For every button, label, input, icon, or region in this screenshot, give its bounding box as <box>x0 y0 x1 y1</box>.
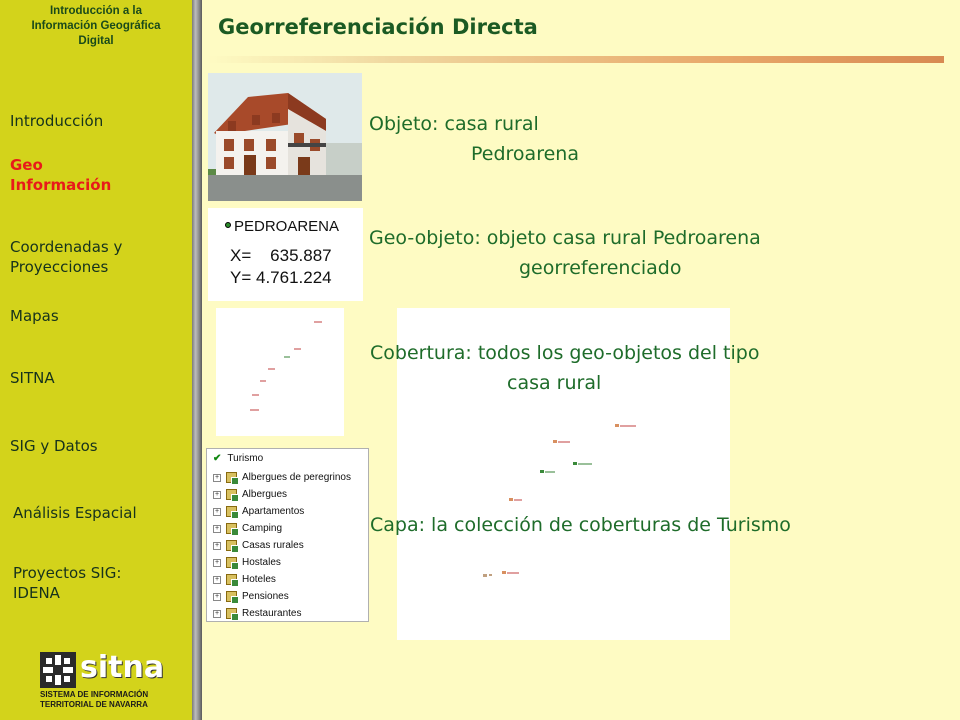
map-point-label <box>558 441 570 443</box>
map-point <box>509 498 513 501</box>
layer-tree-item-label: Camping <box>242 523 283 534</box>
layer-tree-item-label: Casas rurales <box>242 540 304 551</box>
sidebar-item-label: Información <box>10 176 112 194</box>
layer-tree-item-label: Hostales <box>242 557 281 568</box>
map-point <box>483 574 487 577</box>
map-point-label <box>514 499 522 501</box>
layer-icon <box>226 574 237 585</box>
coordinate-x: X= 635.887 <box>230 246 332 265</box>
sidebar <box>0 0 192 720</box>
house-photo <box>208 73 362 201</box>
map-point-label <box>620 425 636 427</box>
sidebar-item-label: Proyecciones <box>10 258 109 276</box>
layer-tree-item-label: Restaurantes <box>242 608 302 619</box>
app-title-line: Digital <box>78 35 114 47</box>
house-illustration <box>208 73 362 201</box>
sidebar-item-label: Coordenadas y <box>10 238 123 256</box>
layer-icon <box>226 557 237 568</box>
app-title <box>0 4 192 49</box>
sidebar-item-label: SITNA <box>10 369 55 387</box>
logo-subtitle: SISTEMA DE INFORMACIÓN <box>40 690 149 699</box>
map-point <box>260 380 266 382</box>
sidebar-item-proyectos-sig[interactable] <box>13 563 121 603</box>
expand-icon[interactable]: + <box>214 507 220 515</box>
layer-tree-item[interactable] <box>213 571 276 588</box>
map-point <box>502 571 506 574</box>
map-point <box>615 424 619 427</box>
expand-icon[interactable]: + <box>214 490 220 498</box>
layer-icon <box>226 608 237 619</box>
layer-tree-item[interactable] <box>213 537 304 554</box>
map-point <box>268 368 275 370</box>
expand-icon[interactable]: + <box>214 541 220 549</box>
map-point-label <box>578 463 592 465</box>
layer-tree <box>206 448 369 622</box>
layer-icon <box>226 506 237 517</box>
map-point <box>252 394 259 396</box>
map-point-label <box>507 572 519 574</box>
logo-subtitle: TERRITORIAL DE NAVARRA <box>40 700 148 709</box>
map-point-label <box>545 471 555 473</box>
layer-icon <box>226 472 237 483</box>
layer-tree-item[interactable] <box>213 588 289 605</box>
geo-objeto-line: Geo-objeto: objeto casa rural Pedroarena <box>369 227 761 249</box>
layer-tree-item-label: Apartamentos <box>242 506 305 517</box>
sidebar-divider <box>192 0 202 720</box>
sidebar-item-label: Mapas <box>10 307 59 325</box>
layer-tree-item-label: Hoteles <box>242 574 276 585</box>
geo-object-name: PEDROARENA <box>234 218 340 235</box>
objeto-text <box>369 109 579 169</box>
layer-icon <box>226 591 237 602</box>
sidebar-item-sitna[interactable] <box>10 368 55 388</box>
layer-tree-item[interactable] <box>213 469 351 486</box>
app-title-line: Información Geográfica <box>31 20 161 32</box>
layer-tree-item[interactable] <box>213 486 287 503</box>
sitna-emblem-icon <box>40 652 76 688</box>
layer-tree-root[interactable] <box>213 453 263 464</box>
layer-icon <box>226 540 237 551</box>
coordinate-y: Y= 4.761.224 <box>230 268 332 287</box>
point-marker-icon <box>225 222 231 228</box>
layer-tree-root-label: Turismo <box>227 453 264 464</box>
sidebar-item-sig-y-datos[interactable] <box>10 436 98 456</box>
cobertura-line: casa rural <box>507 372 602 394</box>
map-point <box>573 462 577 465</box>
sidebar-item-label: Proyectos SIG: <box>13 564 122 582</box>
app-title-line: Introducción a la <box>49 5 142 17</box>
layer-tree-item[interactable] <box>213 554 281 571</box>
geo-objeto-text <box>369 223 761 283</box>
layer-tree-item-label: Pensiones <box>242 591 289 602</box>
expand-icon[interactable]: + <box>214 524 220 532</box>
layer-tree-item[interactable] <box>213 605 301 622</box>
sidebar-item-label: Introducción <box>10 112 104 130</box>
geo-object-label <box>208 208 363 301</box>
layer-icon <box>226 523 237 534</box>
layer-tree-item-label: Albergues <box>242 489 288 500</box>
expand-icon[interactable]: + <box>214 575 220 583</box>
cobertura-line: Cobertura: todos los geo-objetos del tipo <box>370 342 760 364</box>
map-point-label <box>489 574 492 576</box>
page-title: Georreferenciación Directa <box>218 15 538 39</box>
capa-text <box>370 510 791 540</box>
cobertura-text <box>370 338 759 398</box>
expand-icon[interactable]: + <box>214 558 220 566</box>
objeto-line: Objeto: casa rural <box>369 113 539 135</box>
sitna-logo <box>40 650 170 714</box>
sidebar-item-mapas[interactable] <box>10 306 59 326</box>
geo-objeto-line: georreferenciado <box>519 257 682 279</box>
map-point <box>540 470 544 473</box>
map-point <box>250 409 259 411</box>
map-point <box>553 440 557 443</box>
sidebar-item-label: Análisis Espacial <box>13 504 137 522</box>
sidebar-item-introduccion[interactable] <box>10 111 103 131</box>
map-point <box>314 321 322 323</box>
layer-tree-item[interactable] <box>213 503 304 520</box>
layer-icon <box>226 489 237 500</box>
sidebar-item-coordenadas[interactable] <box>10 237 122 277</box>
sidebar-item-label: Geo <box>10 156 43 174</box>
map-point <box>294 348 301 350</box>
layer-tree-item[interactable] <box>213 520 282 537</box>
expand-icon[interactable]: + <box>214 592 220 600</box>
capa-line: Capa: la colección de coberturas de Turismo <box>370 514 791 536</box>
coverage-map-small <box>216 308 344 436</box>
expand-icon[interactable]: + <box>214 609 220 617</box>
title-underline <box>208 56 944 63</box>
map-point <box>284 356 290 358</box>
sidebar-item-analisis-espacial[interactable] <box>13 503 137 523</box>
layer-tree-item-label: Albergues de peregrinos <box>242 472 351 483</box>
sidebar-item-label: SIG y Datos <box>10 437 98 455</box>
checkmark-icon: ✔ <box>213 453 222 464</box>
objeto-line: Pedroarena <box>471 143 579 165</box>
expand-icon[interactable]: + <box>214 473 220 481</box>
sidebar-item-geo-informacion[interactable] <box>10 155 111 195</box>
sidebar-item-label: IDENA <box>13 584 60 602</box>
logo-wordmark: sitna <box>80 650 165 685</box>
